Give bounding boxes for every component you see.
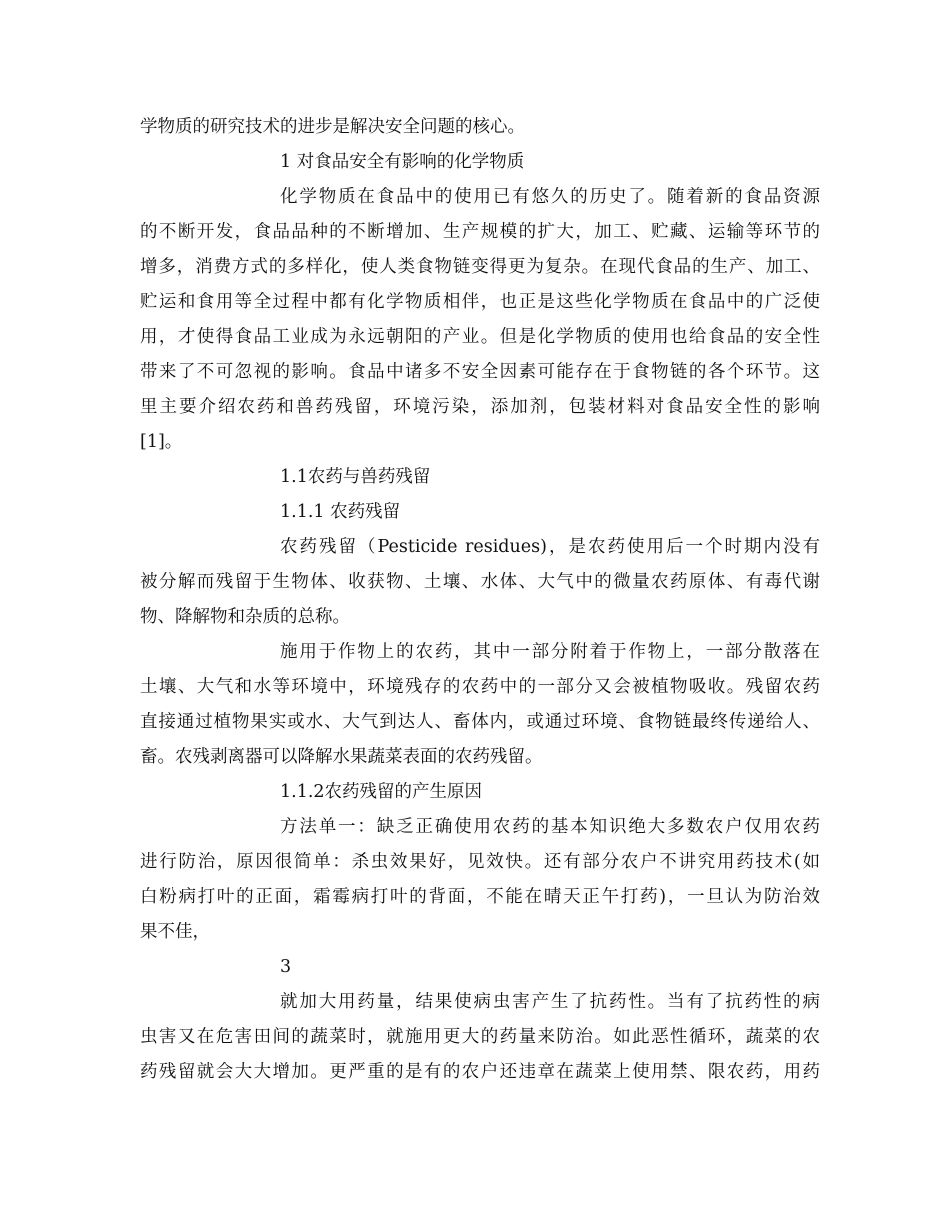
paragraph-line: 的不断开发，食品品种的不断增加、生产规模的扩大，加工、贮藏、运输等环节的 bbox=[140, 222, 820, 242]
paragraph-line: 就加大用药量，结果使病虫害产生了抗药性。当有了抗药性的病 bbox=[280, 992, 820, 1012]
subsubsection-heading: 1.1.1 农药残留 bbox=[280, 502, 401, 522]
paragraph-line: 进行防治，原因很简单：杀虫效果好，见效快。还有部分农户不讲究用药技术(如 bbox=[140, 852, 820, 872]
paragraph-line: 果不佳， bbox=[140, 922, 210, 942]
paragraph-line: 带来了不可忽视的影响。食品中诸多不安全因素可能存在于食物链的各个环节。这 bbox=[140, 362, 820, 382]
paragraph-line: 施用于作物上的农药，其中一部分附着于作物上，一部分散落在 bbox=[280, 642, 820, 662]
paragraph-line: 里主要介绍农药和兽药残留，环境污染，添加剂，包装材料对食品安全性的影响 bbox=[140, 397, 820, 417]
paragraph-line: 贮运和食用等全过程中都有化学物质相伴，也正是这些化学物质在食品中的广泛使 bbox=[140, 292, 820, 312]
paragraph-line: 增多，消费方式的多样化，使人类食物链变得更为复杂。在现代食品的生产、加工、 bbox=[140, 257, 820, 277]
paragraph-line: 白粉病打叶的正面，霜霉病打叶的背面，不能在晴天正午打药)，一旦认为防治效 bbox=[140, 887, 820, 907]
paragraph-line: [1]。 bbox=[140, 432, 183, 452]
paragraph-line: 畜。农残剥离器可以降解水果蔬菜表面的农药残留。 bbox=[140, 747, 543, 767]
paragraph-line: 药残留就会大大增加。更严重的是有的农户还违章在蔬菜上使用禁、限农药，用药 bbox=[140, 1062, 820, 1082]
paragraph-line: 被分解而残留于生物体、收获物、土壤、水体、大气中的微量农药原体、有毒代谢 bbox=[140, 572, 820, 592]
paragraph-line: 学物质的研究技术的进步是解决安全问题的核心。 bbox=[140, 117, 525, 137]
paragraph-line: 直接通过植物果实或水、大气到达人、畜体内，或通过环境、食物链最终传递给人、 bbox=[140, 712, 820, 732]
paragraph-line: 化学物质在食品中的使用已有悠久的历史了。随着新的食品资源 bbox=[280, 187, 820, 207]
paragraph-line: 物、降解物和杂质的总称。 bbox=[140, 607, 350, 627]
paragraph-line: 方法单一：缺乏正确使用农药的基本知识绝大多数农户仅用农药 bbox=[280, 817, 820, 837]
subsubsection-heading: 1.1.2农药残留的产生原因 bbox=[280, 782, 483, 802]
subsection-heading: 1.1农药与兽药残留 bbox=[280, 467, 431, 487]
paragraph-line: 用，才使得食品工业成为永远朝阳的产业。但是化学物质的使用也给食品的安全性 bbox=[140, 327, 820, 347]
section-heading: 1 对食品安全有影响的化学物质 bbox=[280, 152, 525, 172]
paragraph-line: 土壤、大气和水等环境中，环境残存的农药中的一部分又会被植物吸收。残留农药 bbox=[140, 677, 820, 697]
page-number: 3 bbox=[280, 957, 292, 977]
paragraph-line: 农药残留（Pesticide residues)，是农药使用后一个时期内没有 bbox=[280, 537, 820, 557]
paragraph-line: 虫害又在危害田间的蔬菜时，就施用更大的药量来防治。如此恶性循环，蔬菜的农 bbox=[140, 1027, 820, 1047]
